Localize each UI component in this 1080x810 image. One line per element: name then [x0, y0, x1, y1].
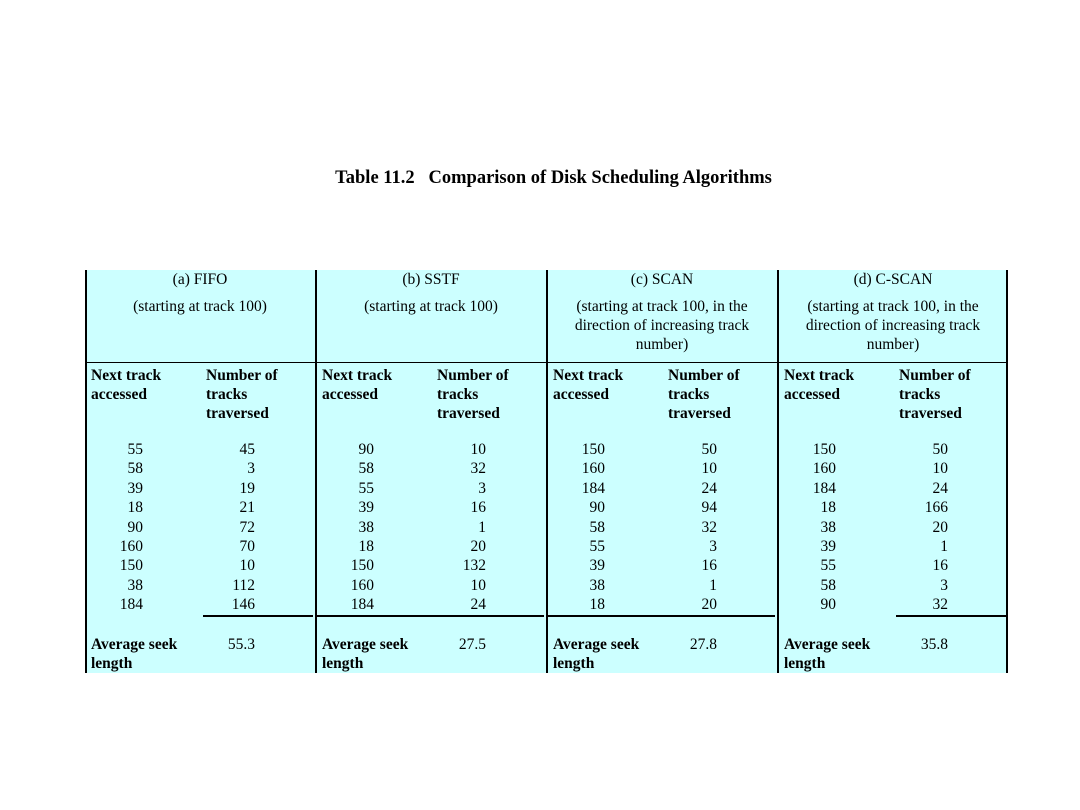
column-header-next-track: Next track accessed — [784, 367, 855, 403]
tracks-traversed-column — [316, 440, 486, 615]
average-seek-value: 27.8 — [689, 636, 717, 653]
tracks-traversed-column — [547, 440, 717, 615]
traversed-cell: 21 — [239, 499, 255, 517]
next-track-cell: 39 — [820, 537, 836, 555]
traversed-cell: 20 — [932, 518, 948, 536]
column-divider — [777, 270, 779, 673]
next-track-cell: 90 — [820, 596, 836, 614]
tracks-traversed-column — [85, 440, 255, 615]
algorithm-name: (b) SSTF — [402, 271, 460, 288]
next-track-cell: 55 — [127, 441, 143, 458]
traversed-cell: 132 — [462, 557, 486, 575]
next-track-cell: 38 — [358, 518, 374, 536]
traversed-cell: 20 — [701, 596, 717, 614]
algorithm-name: (a) FIFO — [172, 271, 228, 288]
traversed-cell: 24 — [470, 596, 486, 614]
next-track-cell: 39 — [358, 499, 374, 517]
traversed-cell: 50 — [932, 441, 948, 458]
algorithm-note: (starting at track 100) — [133, 298, 267, 315]
traversed-cell: 10 — [239, 557, 255, 575]
next-track-cell: 39 — [127, 479, 143, 497]
column-header-tracks-traversed: Number of tracks traversed — [899, 367, 971, 422]
column-header-tracks-traversed: Number of tracks traversed — [206, 367, 278, 422]
traversed-cell: 10 — [932, 460, 948, 478]
traversed-cell: 3 — [478, 479, 486, 497]
column-header-next-track: Next track accessed — [322, 367, 393, 403]
next-track-cell: 160 — [581, 460, 605, 478]
next-track-cell: 58 — [589, 518, 605, 536]
traversed-cell: 32 — [932, 596, 948, 614]
next-track-cell: 90 — [589, 499, 605, 517]
disk-scheduling-table — [85, 270, 1008, 673]
traversed-cell: 3 — [940, 576, 948, 594]
next-track-cell: 18 — [127, 499, 143, 517]
next-track-cell: 90 — [127, 518, 143, 536]
tracks-traversed-column — [778, 440, 948, 615]
algorithm-group-fifo — [85, 270, 315, 673]
column-divider — [85, 270, 87, 673]
column-header-next-track: Next track accessed — [553, 367, 624, 403]
next-track-cell: 184 — [350, 596, 374, 614]
next-track-cell: 160 — [350, 576, 374, 594]
algorithm-group-sstf — [316, 270, 546, 673]
next-track-cell: 160 — [812, 460, 836, 478]
column-divider — [1006, 270, 1008, 673]
traversed-cell: 146 — [231, 596, 255, 614]
sum-rule — [203, 615, 313, 617]
traversed-cell: 32 — [701, 518, 717, 536]
traversed-cell: 24 — [701, 479, 717, 497]
next-track-cell: 58 — [127, 460, 143, 478]
next-track-cell: 18 — [589, 596, 605, 614]
next-track-cell: 150 — [119, 557, 143, 575]
traversed-cell: 24 — [932, 479, 948, 497]
next-track-cell: 55 — [358, 479, 374, 497]
traversed-cell: 16 — [932, 557, 948, 575]
next-track-cell: 90 — [358, 441, 374, 458]
average-seek-value: 27.5 — [458, 636, 486, 653]
column-divider — [315, 270, 317, 673]
algorithm-name: (d) C-SCAN — [853, 271, 933, 288]
average-seek-label: Average seek length — [322, 636, 409, 672]
sum-rule — [547, 615, 775, 617]
traversed-cell: 45 — [239, 441, 255, 458]
average-seek-label: Average seek length — [553, 636, 640, 672]
traversed-cell: 70 — [239, 537, 255, 555]
next-track-cell: 150 — [581, 441, 605, 458]
traversed-cell: 32 — [470, 460, 486, 478]
traversed-cell: 16 — [470, 499, 486, 517]
average-seek-value: 55.3 — [227, 636, 255, 653]
traversed-cell: 3 — [247, 460, 255, 478]
average-seek-value: 35.8 — [920, 636, 948, 653]
next-track-cell: 38 — [589, 576, 605, 594]
sum-rule — [896, 615, 1006, 617]
column-header-tracks-traversed: Number of tracks traversed — [437, 367, 509, 422]
column-header-next-track: Next track accessed — [91, 367, 162, 403]
next-track-cell: 58 — [358, 460, 374, 478]
next-track-cell: 160 — [119, 537, 143, 555]
next-track-cell: 184 — [812, 479, 836, 497]
next-track-cell: 184 — [119, 596, 143, 614]
algorithm-group-cscan — [778, 270, 1008, 673]
average-seek-label: Average seek length — [784, 636, 871, 672]
traversed-cell: 3 — [709, 537, 717, 555]
next-track-cell: 150 — [812, 441, 836, 458]
next-track-cell: 184 — [581, 479, 605, 497]
traversed-cell: 19 — [239, 479, 255, 497]
next-track-cell: 150 — [350, 557, 374, 575]
algorithm-note: (starting at track 100, in the direction of increasing track number) — [574, 298, 750, 353]
table-title: Table 11.2 Comparison of Disk Scheduling Algorithms — [335, 168, 772, 188]
traversed-cell: 50 — [701, 441, 717, 458]
algorithm-note: (starting at track 100) — [364, 298, 498, 315]
next-track-cell: 38 — [127, 576, 143, 594]
algorithm-note: (starting at track 100, in the direction of increasing track number) — [805, 298, 981, 353]
traversed-cell: 10 — [701, 460, 717, 478]
traversed-cell: 94 — [701, 499, 717, 517]
next-track-cell: 38 — [820, 518, 836, 536]
traversed-cell: 10 — [470, 441, 486, 458]
average-seek-label: Average seek length — [91, 636, 178, 672]
traversed-cell: 1 — [478, 518, 486, 536]
next-track-cell: 55 — [589, 537, 605, 555]
traversed-cell: 72 — [239, 518, 255, 536]
column-divider — [546, 270, 548, 673]
next-track-cell: 58 — [820, 576, 836, 594]
traversed-cell: 1 — [709, 576, 717, 594]
column-header-tracks-traversed: Number of tracks traversed — [668, 367, 740, 422]
next-track-cell: 18 — [358, 537, 374, 555]
traversed-cell: 166 — [924, 499, 948, 517]
traversed-cell: 112 — [232, 576, 255, 594]
traversed-cell: 16 — [701, 557, 717, 575]
traversed-cell: 10 — [470, 576, 486, 594]
sum-rule — [316, 615, 544, 617]
traversed-cell: 1 — [940, 537, 948, 555]
next-track-cell: 39 — [589, 557, 605, 575]
algorithm-group-scan — [547, 270, 777, 673]
next-track-cell: 18 — [820, 499, 836, 517]
traversed-cell: 20 — [470, 537, 486, 555]
next-track-cell: 55 — [820, 557, 836, 575]
algorithm-name: (c) SCAN — [630, 271, 694, 288]
